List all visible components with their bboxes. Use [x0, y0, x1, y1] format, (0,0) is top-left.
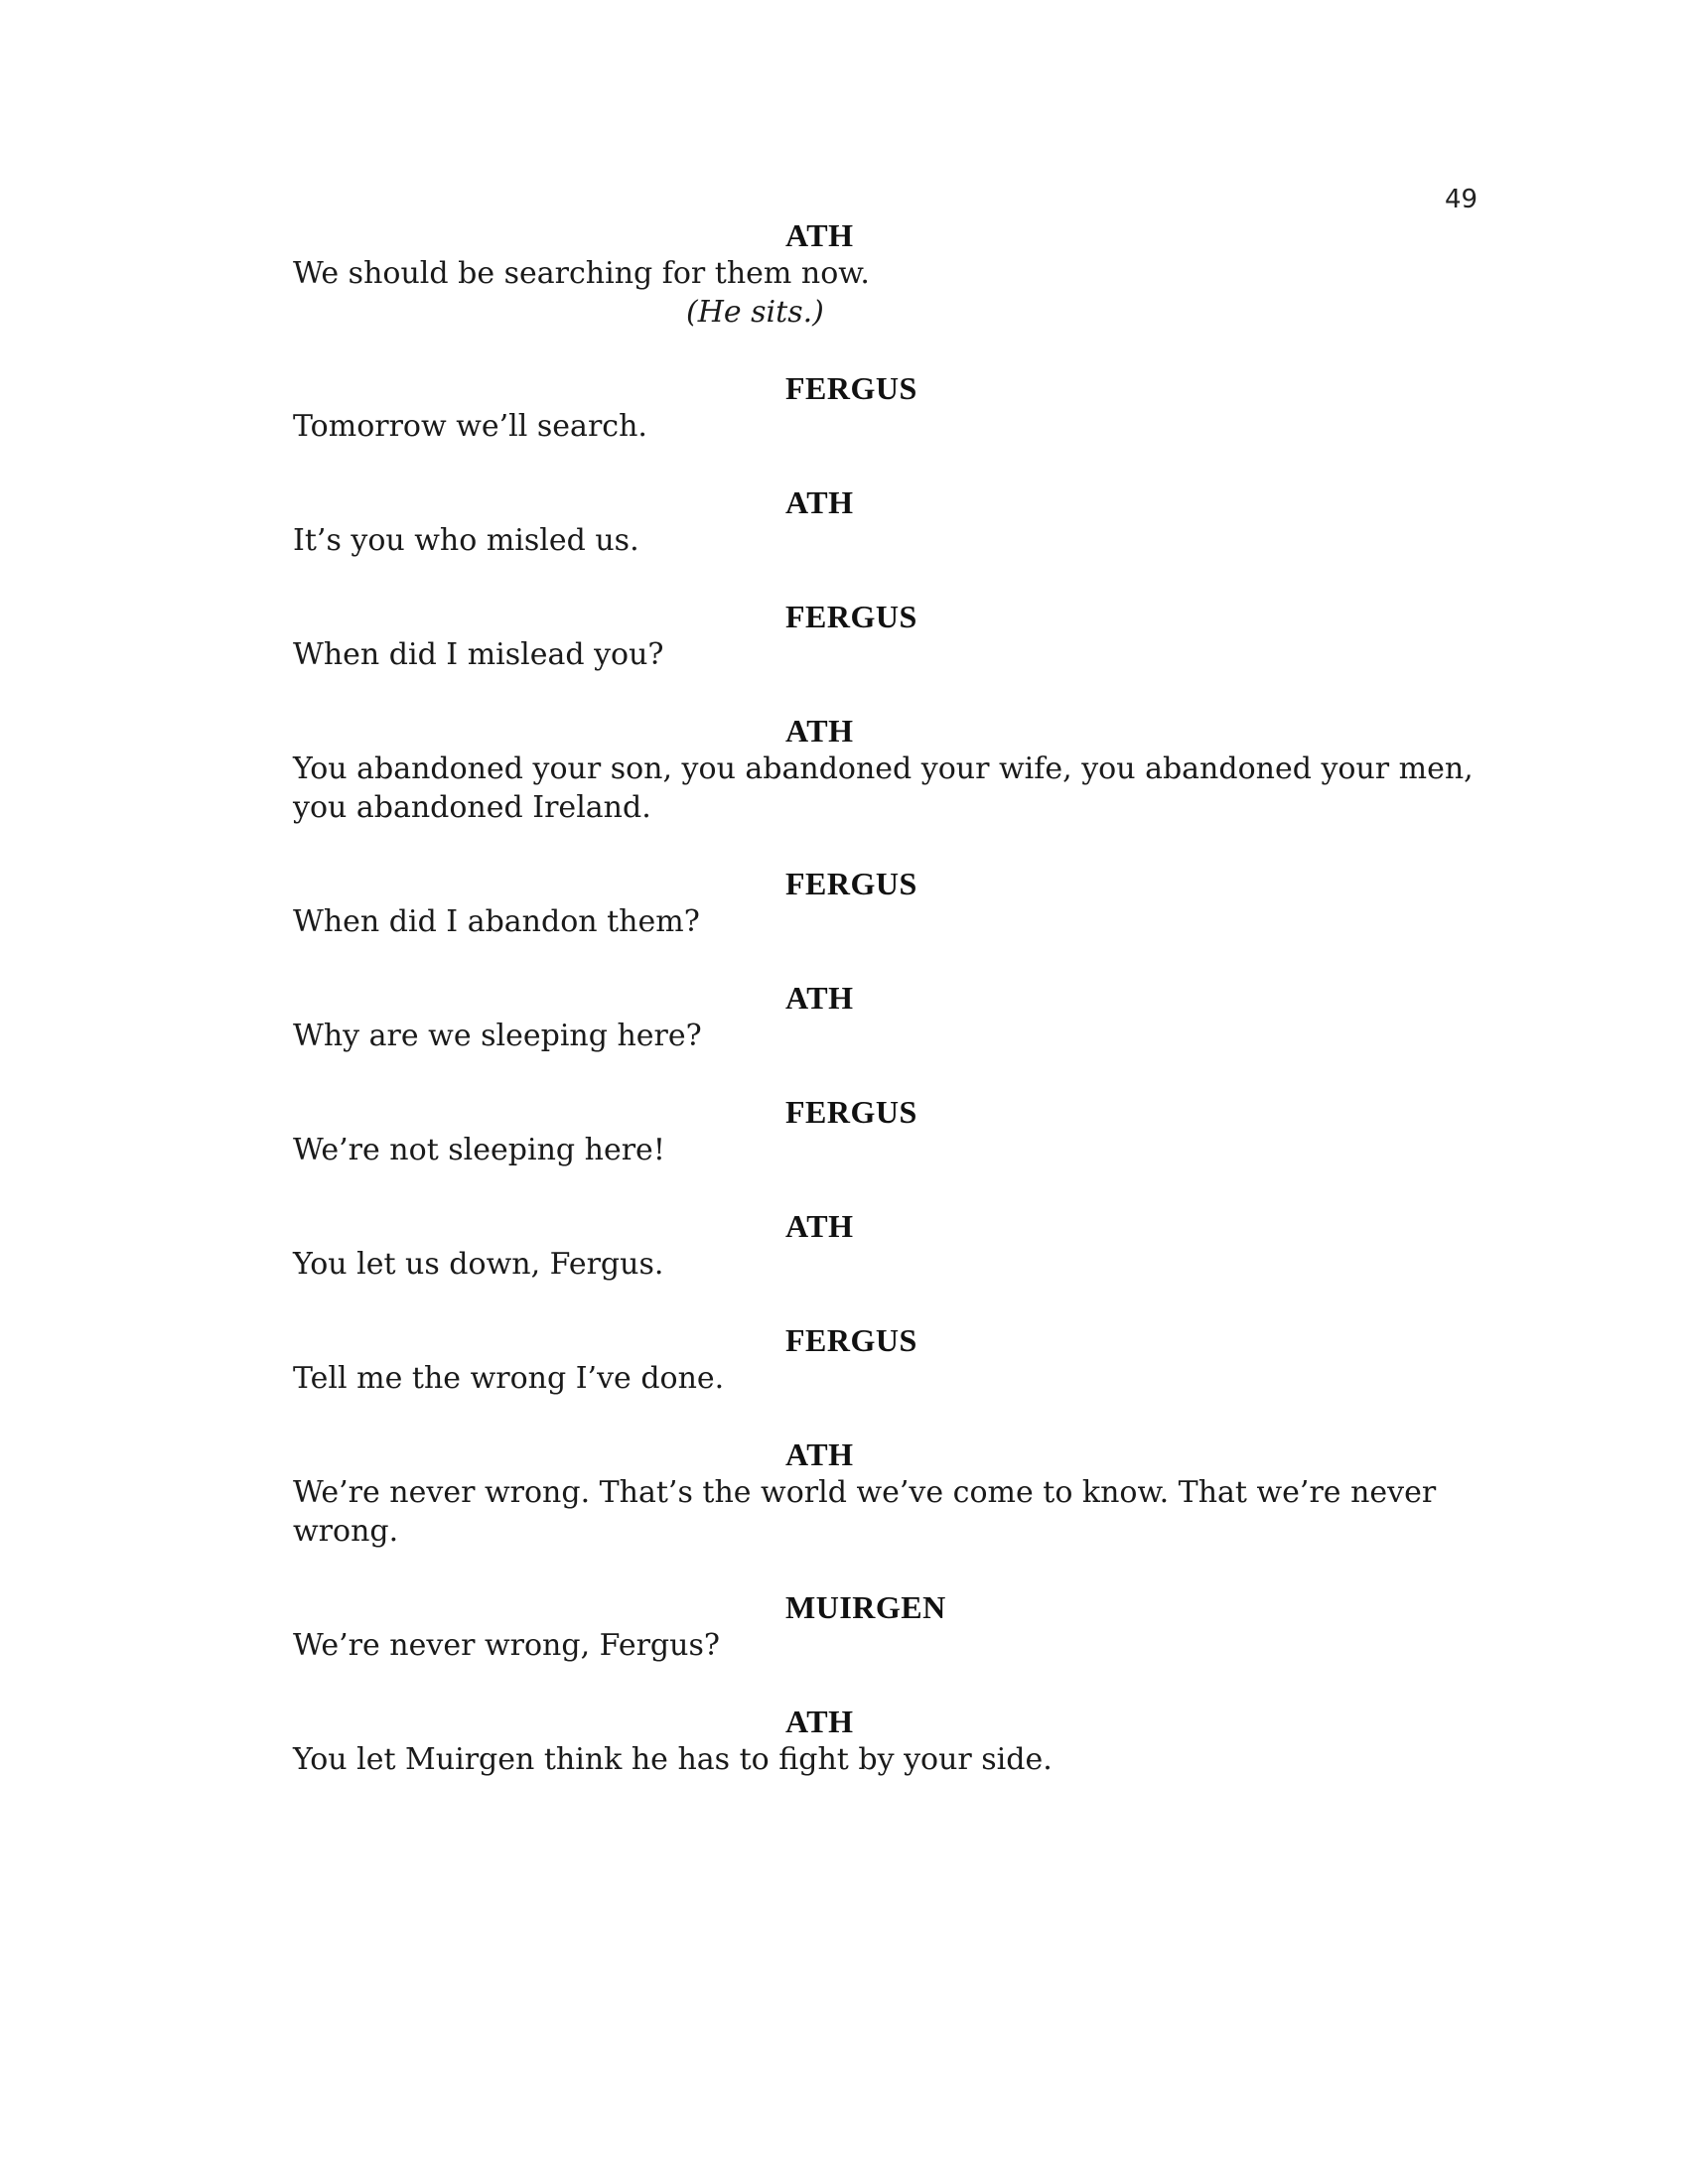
dialogue-line: It’s you who misled us. — [293, 523, 639, 558]
dialogue-block — [293, 1588, 1484, 1665]
speaker-name: ATH — [785, 484, 854, 520]
dialogue-line: wrong. — [293, 1514, 399, 1549]
dialogue-block — [293, 1093, 1484, 1169]
dialogue-line: you abandoned Ireland. — [293, 790, 651, 825]
dialogue-line: We’re never wrong, Fergus? — [293, 1628, 720, 1663]
dialogue-block — [293, 216, 1484, 332]
dialogue-line: You abandoned your son, you abandoned your wife, you abandoned your men, — [293, 751, 1474, 786]
dialogue-block — [293, 979, 1484, 1055]
dialogue-line: We’re not sleeping here! — [293, 1133, 665, 1167]
page-number: 49 — [1445, 185, 1478, 214]
speaker-name: ATH — [785, 980, 854, 1016]
speaker-name: MUIRGEN — [785, 1589, 946, 1625]
dialogue-line: Why are we sleeping here? — [293, 1019, 702, 1053]
speaker-name: ATH — [785, 217, 854, 253]
dialogue-line: When did I abandon them? — [293, 904, 700, 939]
dialogue-line: When did I mislead you? — [293, 637, 664, 672]
dialogue-block — [293, 712, 1484, 827]
speaker-name: ATH — [785, 1436, 854, 1472]
dialogue-line: We should be searching for them now. — [293, 256, 870, 291]
dialogue-line: You let Muirgen think he has to fight by your side. — [293, 1742, 1053, 1777]
speaker-name: FERGUS — [785, 1094, 917, 1130]
dialogue-line: You let us down, Fergus. — [293, 1247, 664, 1282]
speaker-name: FERGUS — [785, 599, 917, 634]
dialogue-block — [293, 865, 1484, 941]
speaker-name: FERGUS — [785, 1322, 917, 1358]
dialogue-block — [293, 1703, 1484, 1779]
dialogue-line: We’re never wrong. That’s the world we’ve come to know. That we’re never — [293, 1475, 1437, 1510]
dialogue-block — [293, 1321, 1484, 1398]
dialogue-line: Tomorrow we’ll search. — [293, 409, 647, 444]
dialogue-block — [293, 598, 1484, 674]
dialogue-block — [293, 369, 1484, 446]
speaker-name: ATH — [785, 1208, 854, 1244]
speaker-name: FERGUS — [785, 370, 917, 406]
dialogue-block — [293, 1435, 1484, 1551]
dialogue-block — [293, 1207, 1484, 1284]
stage-direction: (He sits.) — [686, 295, 824, 330]
speaker-name: ATH — [785, 713, 854, 749]
script-body — [293, 216, 1484, 1817]
speaker-name: ATH — [785, 1704, 854, 1739]
dialogue-block — [293, 483, 1484, 560]
speaker-name: FERGUS — [785, 866, 917, 901]
dialogue-line: Tell me the wrong I’ve done. — [293, 1361, 725, 1396]
